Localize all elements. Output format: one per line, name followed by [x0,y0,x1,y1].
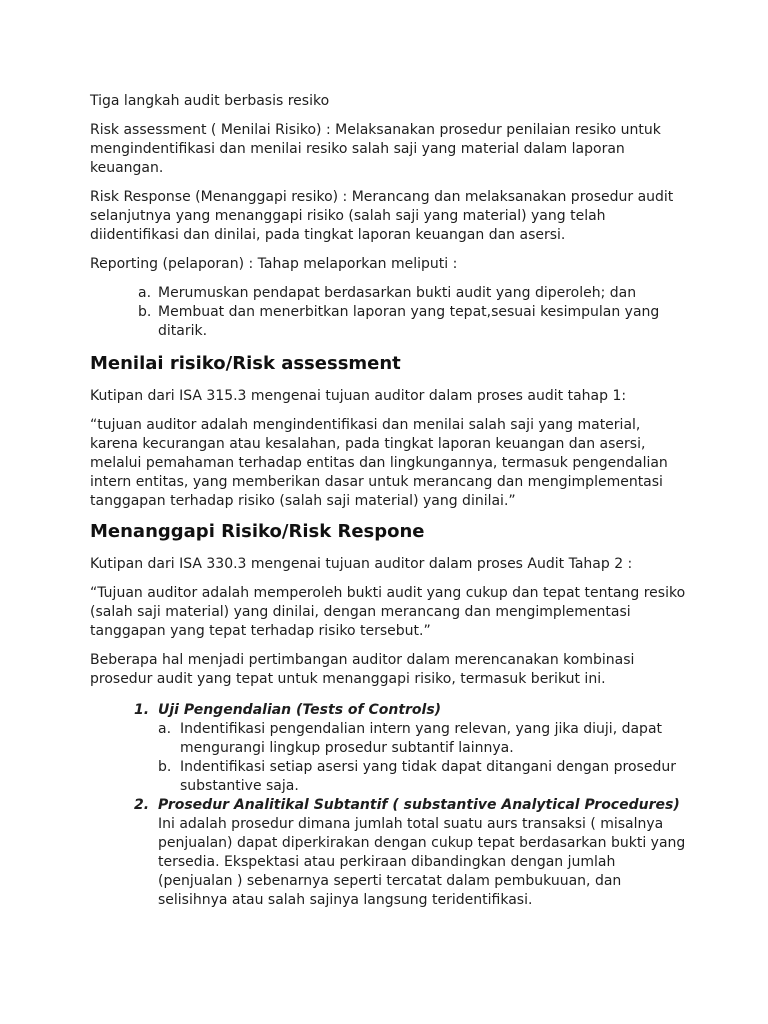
intro-title: Tiga langkah audit berbasis resiko [90,93,330,109]
list-item [90,303,690,341]
section1-heading: Menilai risiko/Risk assessment [90,353,401,374]
sub-list [158,720,690,796]
procedure-list [90,701,690,910]
list-marker: a. [158,721,172,737]
section2-quote: “Tujuan auditor adalah memperoleh bukti audit yang cukup dan tepat tentang resiko (salah saji material) yang dinilai, dengan merancang dan mengimplementasi tanggapan yang tepat terhadap risiko tersebut.” [90,585,686,639]
list-item-text: Membuat dan menerbitkan laporan yang tepat,sesuai kesimpulan yang ditarik. [158,304,660,339]
list-marker: 1. [134,702,150,718]
list-item-text: Merumuskan pendapat berdasarkan bukti audit yang diperoleh; dan [158,285,637,301]
reporting-list [90,284,690,341]
section2-paragraph-2: Beberapa hal menjadi pertimbangan auditor dalam merencanakan kombinasi prosedur audit yang tepat untuk menanggapi risiko, termasuk berikut ini. [90,652,635,687]
list-item-text: Indentifikasi setiap asersi yang tidak dapat ditangani dengan prosedur substantive saja. [180,759,676,794]
list-marker: b. [158,759,172,775]
list-marker: a. [138,285,152,301]
list-item [158,758,690,796]
section1-paragraph: Kutipan dari ISA 315.3 mengenai tujuan auditor dalam proses audit tahap 1: [90,388,627,404]
risk-assessment-paragraph: Risk assessment ( Menilai Risiko) : Melaksanakan prosedur penilaian resiko untuk mengindentifikasi dan menilai resiko salah saji yang material dalam laporan keuangan. [90,122,661,176]
list-item-body: Ini adalah prosedur dimana jumlah total suatu aurs transaksi ( misalnya penjualan) dapat diperkirakan dengan cukup tepat berdasarkan bukti yang tersedia. Ekspektasi atau perkiraan dibandingkan dengan jumlah (penjualan ) sebenarnya seperti tercatat dalam pembukuuan, dan selisihnya atau salah sajinya langsung teridentifikasi. [158,816,686,908]
reporting-paragraph: Reporting (pelaporan) : Tahap melaporkan meliputi : [90,256,458,272]
list-item [158,720,690,758]
list-marker: b. [138,304,152,320]
list-item [90,701,690,796]
list-item-title: Prosedur Analitikal Subtantif ( substantive Analytical Procedures) [158,797,680,813]
list-item-text: Indentifikasi pengendalian intern yang relevan, yang jika diuji, dapat mengurangi lingkup prosedur subtantif lainnya. [180,721,663,756]
section2-paragraph: Kutipan dari ISA 330.3 mengenai tujuan auditor dalam proses Audit Tahap 2 : [90,556,633,572]
section2-heading: Menanggapi Risiko/Risk Respone [90,521,425,542]
list-item [90,796,690,910]
list-marker: 2. [134,797,150,813]
document-page [90,92,690,910]
list-item [90,284,690,303]
section1-quote: “tujuan auditor adalah mengindentifikasi dan menilai salah saji yang material, karena kecurangan atau kesalahan, pada tingkat laporan keuangan dan asersi, melalui pemahaman terhadap entitas dan lingkungannya, termasuk pengendalian intern entitas, yang memberikan dasar untuk merancang dan mengimplementasi tanggapan terhadap risiko (salah saji material) yang dinilai.” [90,417,668,509]
risk-response-paragraph: Risk Response (Menanggapi resiko) : Merancang dan melaksanakan prosedur audit selanjutnya yang menanggapi risiko (salah saji yang material) yang telah diidentifikasi dan dinilai, pada tingkat laporan keuangan dan asersi. [90,189,674,243]
list-item-title: Uji Pengendalian (Tests of Controls) [158,702,442,718]
